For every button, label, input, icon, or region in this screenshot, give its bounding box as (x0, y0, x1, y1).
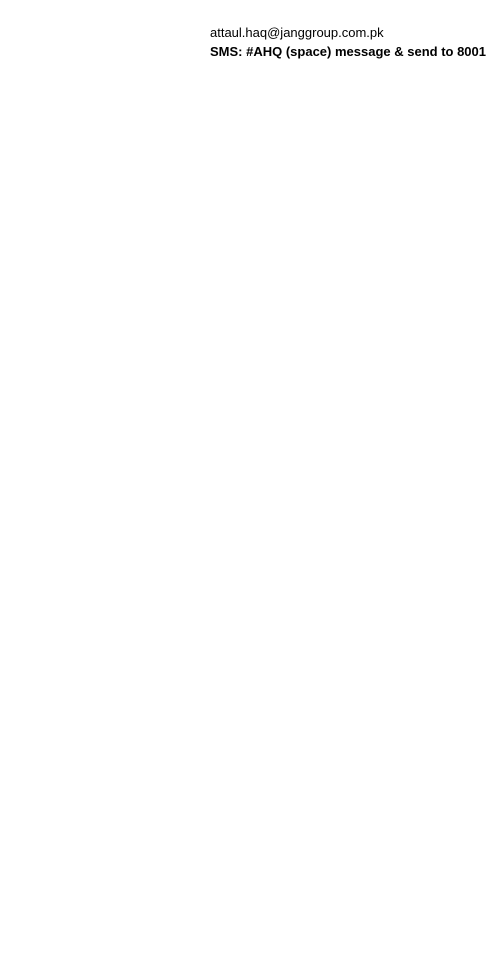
sms-instructions: SMS: #AHQ (space) message & send to 8001 (210, 44, 486, 59)
author-email: attaul.haq@janggroup.com.pk (210, 25, 384, 40)
contact-info (210, 24, 488, 62)
